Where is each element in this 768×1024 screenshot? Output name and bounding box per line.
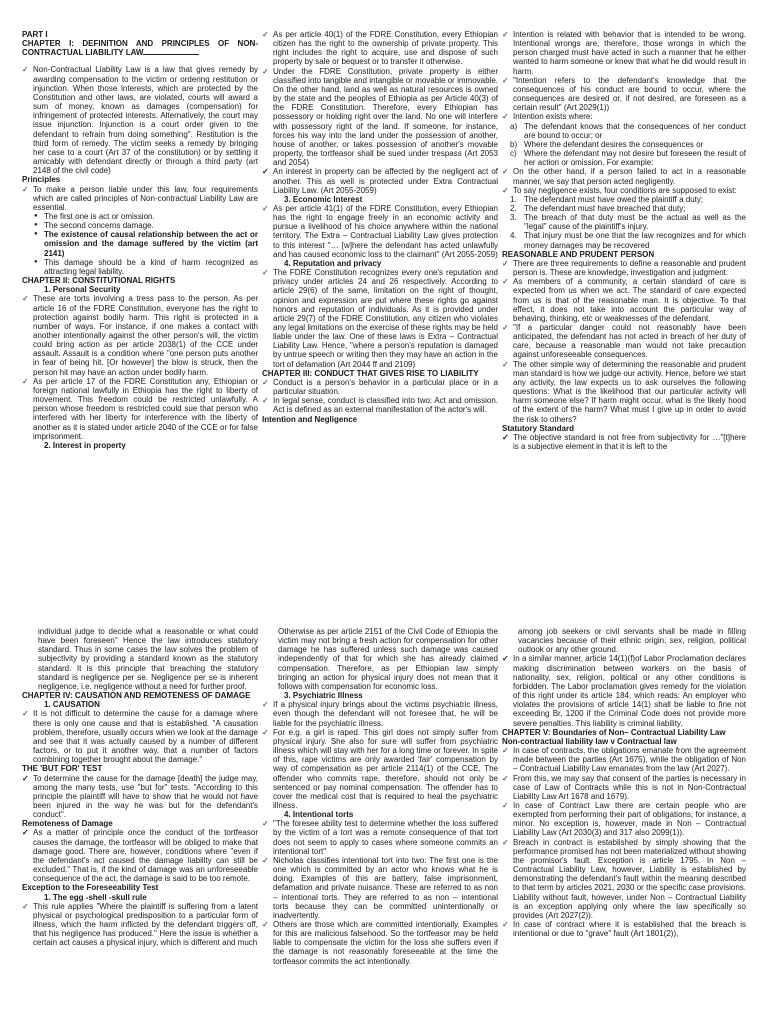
section-personal-security: 1. Personal Security — [44, 285, 121, 295]
paragraph-economic-activity: ✓ As per article 41(1) of the FDRE Constitution, every Ethiopian has the right to engage freely in an economic activity and pursue a livelihood of his choice anywhere within the national territory. The Extra – Contractual Liability Law gives protection to this interest "… [w]here the defendant has acted unlawfully and has caused economic loss to the claimant" (Art 2055-2059) — [262, 204, 498, 259]
paragraph-but-for: ✓ To determine the cause for the damage [death] the judge may, among the many tests, use "but for" tests. "According to this principle the plaintiff will have to show that he would not have been injured in the way he was but for the defendant's conduct". — [22, 774, 258, 820]
paragraph-contracts-obligations: ✓ In case of contracts, the obligations emanate from the agreement made between the parties (Art 1675), while the obligation of Non – Contractual Liability Law emanates from the law (Art 2027). — [502, 746, 746, 773]
paragraph-grave-fault: ✓ In case of contract where it is established that the breach is intentional or due to "grave" fault (Art 1801(2)), — [502, 920, 746, 938]
list-item-4: 4. That injury must be one that the law recognizes and for which money damages may be recovered — [510, 231, 746, 250]
column-4 — [22, 627, 258, 1024]
paragraph-foresee-ability: ✓ "The foresee ability test to determine whether the loss suffered by the victim of a tort was a remote consequence of that tort does not seem to apply to cases where someone commits an intentional tort" — [262, 819, 498, 856]
paragraph-ownership: ✓ As per article 40(1) of the FDRE Constitution, every Ethiopian citizen has the right to the ownership of private property. This right includes the right to acquire, use and dispose of such property by sale or bequest or to transfer it otherwise. — [262, 30, 498, 67]
paragraph-standard-care: ✓ As members of a community, a certain standard of care is expected from us when we act. The standard of care expected from us is that of the reasonable man. It is objective. To that effect, it does not take into account the particular way of behaving, thinking, etc or weaknesses of the defendant. — [502, 277, 746, 323]
section-intentional-torts: 4. Intentional torts — [284, 810, 354, 820]
paragraph-intention: ✓ Intention is related with behavior that is intended to be wrong. Intentional wrongs are, therefore, those wrongs in which the person charged must have acted in such a manner that he either wanted to harm someone or knew that what he did would result in harm. — [502, 30, 746, 76]
paragraph-conduct: ✓ Conduct is a person's behavior in a particular place or in a particular situation. — [262, 378, 498, 396]
paragraph-four-conditions: ✓ To say negligence exists, four conditions are supposed to exist: — [502, 186, 746, 195]
paragraph-remedy: ✓ Non-Contractual Liability Law is a law that gives remedy by awarding compensation to the victim or ordering restitution or injunction. When those interests, which are protected by the Constitution and other laws, are violated, courts will award a sum of money, known as damages (compensation) for infringement of protected interests. Alternatively, the court may issue injunction. Injunction is a court order given to the defendant to refrain from doing something". Restitution is the third form of remedy. The victim seeks a remedy by bringing her case to a court (Art 37 of the constitution) or by settling it amicably with defendant directly or through a third party (art 2148 of the civil code) — [22, 65, 258, 175]
list-item-b: b) Where the defendant desires the consequences or — [510, 139, 704, 149]
paragraph-minor-exception: ✓ In case of Contract Law there are certain people who are exempted from performing their part of obligations, for instance, a minor. No exception is, however, made in Non – Contractual Liability Law (Art 2030(3) and 317 also 2099(1)). — [502, 801, 746, 838]
paragraph-negligent-act: ✓ An interest in property can be affected by the negligent act of another. This as well is protected under Extra Contractual Liability Law. (Art 2055-2059) — [262, 167, 498, 194]
paragraph-bodily-harm: ✓ These are torts involving a tress pass to the person. As per article 16 of the FDRE Constitution, everyone has the right to protection against bodily harm. This right is protected in a number of ways. For instance, if one makes a contact with another intentionally against the other person's will, the victim could bring action as per article 2038(1) of the CCE under assault. Assault is a condition where "one person puts another in fear of being hit. [Or however] the blow is struck, then the person hit may have an action under bodily harm. — [22, 294, 258, 376]
chapter-3-heading: CHAPTER III: CONDUCT THAT GIVES RISE TO LIABILITY — [262, 368, 479, 378]
paragraph-intention-exists: ✓ Intention exists where: — [502, 112, 746, 121]
paragraph-judge: individual judge to decide what a reasonable or what could have been foreseen" Hence the law introduces statutory standard. Thus in some cases the law solves the problem of subjectivity by providing a standard known as the statutory standard. It is this principle that breaching the statutory standard is negligence per se. Negligence per se is inherent negligence, i.e. negligence without a need for further proof. — [38, 627, 258, 691]
paragraph-intention-quote: ✓ "Intention refers to the defendant's knowledge that the consequences of his conduct are bound to occur, where the consequences are desired or, if not desired, are foreseen as a certain result" (Art 2029(1)) — [502, 76, 746, 113]
paragraph-labor-proclamation: ✓ In a similar manner, article 14(1)(f)of Labor Proclamation declares making discrimination between workers on the basis of nationality, sex, religion, political or any other conditions is forbidden. The Labor proclamation gives remedy for the violation of this right under its article 184, which reads: An employer who violates the provisions of article 14(1) shall be liable to fine not exceeding Br, 1200 if the Criminal Code does not provide more severe penalties. This liability is criminal liability. — [502, 654, 746, 727]
list-item-2: 2. The defendant must have breached that duty; — [510, 203, 686, 213]
paragraph-egg-shell: ✓ This rule applies "Where the plaintiff is suffering from a latent physical or psychological predisposition to a particular form of illness, which the harm inflicted by the defendant triggers off, that his negligence has produced." Here the issue is whether a certain act causes a physical injury, which is different and much — [22, 902, 258, 948]
principles-heading: Principles — [22, 175, 61, 185]
column-5 — [262, 627, 498, 1024]
section-reputation-privacy: 4. Reputation and privacy — [284, 258, 382, 268]
bullet-damage: ● The second concerns damage. — [22, 221, 258, 230]
column-1 — [22, 30, 258, 562]
column-2 — [262, 30, 498, 562]
heading-remoteness: Remoteness of Damage — [22, 819, 113, 829]
list-item-1: 1. The defendant must have owed the plaintiff a duty; — [510, 194, 704, 204]
list-item-3: 3. The breach of that duty must be the actual as well as the "legal" cause of the plaintiff's injury. — [510, 213, 746, 232]
chapter-1-heading: CHAPTER I: DEFINITION AND PRINCIPLES OF NON-CONTRACTUAL LIABILITY LAW — [22, 39, 258, 58]
paragraph-causation: ✓ It is not difficult to determine the cause for a damage where there is only one cause and that is established. "A causation problem, therefore, usually occurs when we look at the damage and see that it was actually caused by a number of different factors, or to put it another way, that a number of factors combining together brought about the damage." — [22, 709, 258, 764]
paragraph-requirements: ✓ To make a person liable under this law, four requirements which are called principles of Non-contractual Liability Law are essential. — [22, 185, 258, 212]
heading-statutory-standard: Statutory Standard — [502, 423, 575, 433]
paragraph-fresh-action: Otherwise as per article 2151 of the Civil Code of Ethiopia the victim may not bring a fresh action for compensation for other damage he has suffered unless such damage was caused independently of that for which she has already claimed compensation. Therefore, as per Ethiopian law simply bringing an action for physical injury does not mean that it follows with compensation for economic loss. — [278, 627, 498, 691]
paragraph-malicious-falsehood: ✓ Others are those which are committed intentionally. Examples for this are malicious falsehood. So the tortfeasor may be held liable to compensate the victim for the loss she suffers even if the damage is not reasonably foreseeable at the time the tortfeasor commits the act intentionally. — [262, 920, 498, 966]
paragraph-reputation: ✓ The FDRE Constitution recognizes every one's reputation and privacy under articles 24 and 26 respectively. According to article 29(6) of the same, limitation on the right of thought, opinion and expression are put where these rights go against honors and reputation of individuals. As it is provided under article 29(7) of the FDRE Constitution, any citizen who violates any legal limitations on the exercise of these rights may be held liable under the law. One of these laws is Extra – Contractual Liability Law. Hence, "where a person's reputation is damaged by untrue speech or writing then they may have an action in the tort of defamation (Art 2044 ff and 2109) — [262, 268, 498, 369]
paragraph-objective-standard: ✓ The objective standard is not free from subjectivity for …"[t]here is a subjective element in that it is left to the — [502, 433, 746, 451]
heading-but-for: THE 'BUT FOR' TEST — [22, 764, 103, 774]
chapter-2-heading: CHAPTER II: CONSTITUTIONAL RIGHTS — [22, 276, 176, 286]
bullet-harm-recognized: ● This damage should be a kind of harm recognized as attracting legal liability. — [22, 258, 258, 276]
paragraph-danger: ✓ "If a particular danger could not reasonably have been anticipated, the defendant has not acted in breach of her duty of care, because a reasonable man would not take precaution against unforeseeable consequences. — [502, 323, 746, 360]
paragraph-remoteness: ✓ As a matter of principle once the conduct of the tortfeasor causes the damage, the tortfeasor will be obliged to make that damage good. There are, however, conditions where "even if the defendant's act caused the damage liability can still be excluded." That is, if the kind of damage was an unforeseeable consequence of the act, the damage is said to be too remote. — [22, 828, 258, 883]
section-economic-interest: 3. Economic Interest — [284, 194, 363, 204]
section-interest-property: 2. Interest in property — [44, 440, 126, 450]
heading-reasonable-person: REASONABLE AND PRUDENT PERSON — [502, 249, 655, 259]
paragraph-consent: ✓ From this, we may say that consent of the parties is necessary in case of Law of Contracts while this is not in Non-Contractual Liability Law Art 1678 and 1679). — [502, 774, 746, 801]
paragraph-nicholas: ✓ Nicholas classifies intentional tort into two: The first one is the one which is committed by an actor who knows what he is doing. Examples of this are battery, false imprisonment, defamation and private nuisance. These are referred to as non – intentional torts. They are referred to as non – intentional torts because they can be committed unintentionally or inadvertently. — [262, 856, 498, 920]
part-heading: PART I — [22, 30, 48, 39]
paragraph-simple-way: ✓ The other simple way of determining the reasonable and prudent man standard is how we judge our activity. Hence, before we start any activity, the law expects us to ask ourselves the following questions: What is the likelihood that our particular activity will harm someone else? If harm might occur, what is the likely hood of the extent of the harm? What must I give up in order to avoid the risk to others? — [502, 360, 746, 424]
paragraph-physical-injury: ✓ If a physical injury brings about the victims psychiatric illness, even though the defendant will not foresee that, he will be liable for the psychiatric illness. — [262, 700, 498, 727]
list-item-c: c) Where the defendant may not desire but foreseen the result of her action or omission. For example: — [510, 149, 746, 168]
section-egg-shell: 1. The egg -shell -skull rule — [44, 892, 147, 902]
list-item-a: a) The defendant knows that the consequences of her conduct are bound to occur; or — [510, 121, 746, 140]
section-psychiatric-illness: 3. Psychiatric Illness — [284, 691, 363, 701]
bullet-causal-relationship: ● The existence of causal relationship between the act or omission and the damage suffered by the victim (art 2141) — [22, 230, 258, 257]
heading-exception-foreseeability: Exception to the Foreseeability Test — [22, 883, 159, 893]
paragraph-job-seekers: among job seekers or civil servants shall be made in filling vacancies because of their ethnic origin, sex, religion, political outlook or any other ground. — [518, 627, 746, 655]
paragraph-three-requirements: ✓ There are three requirements to define a reasonable and prudent person is. These are knowledge, investigation and judgment. — [502, 259, 746, 277]
chapter-5-heading: CHAPTER V: Boundaries of Non– Contractual Liability Law — [502, 727, 726, 737]
paragraph-negligently: ✓ On the other hand, if a person failed to act in a reasonable manner, we say that person acted negligently. — [502, 167, 746, 185]
chapter-4-heading: CHAPTER IV: CAUSATION AND REMOTENESS OF DAMAGE — [22, 691, 251, 701]
paragraph-act-omission: ✓ In legal sense, conduct is classified into two: Act and omission. Act is defined as an external manifestation of the actor's will. — [262, 396, 498, 414]
column-3 — [502, 30, 746, 562]
paragraph-liberty: ✓ As per article 17 of the FDRE Constitution any, Ethiopian or foreign national lawfully in Ethiopia has the right to liberty of movement. This freedom could be restricted unlawfully. A person whose freedom is restricted could sue that person who interfered with her liberty for interference with the liberty of another as it is stated under article 2040 of the CCE or for false imprisonment. — [22, 377, 258, 441]
paragraph-private-property: ✓ Under the FDRE Constitution, private property is either classified into tangible and intangible or movable or immovable. On the other hand, land as well as natural resources is owned by the state and the peoples of Ethiopia as per Article 40(3) of the FDRE Constitution. Therefore, every Ethiopian has possessory or holding right over the land. No one will interfere with possessory right of the land. If someone, for instance, forces his way into the land under the possession of another, house of another, or takes possession of another's movable property, the tortfeasor shall be sued under trespass (Art 2053 and 2054) — [262, 67, 498, 168]
section-causation: 1. CAUSATION — [44, 700, 100, 710]
paragraph-rape-example: ✓ For e.g. a girl is raped. This girl does not simply suffer from physical injury. She also for sure will suffer from psychiatric illness which will stay with her for a long time or forever. In spite of this, rape victims are only awarded 'fair' compensation by way of compensation as per article 2114(1) of the CCE. The offender who commits rape, therefore, should not only be sentenced or pay nominal compensation. The offender has to cover the medical cost that is required to heal the psychiatric illness. — [262, 728, 498, 810]
heading-contractual-law: Non-contractual liability law v Contractual law — [502, 736, 677, 746]
bullet-act-omission: ● The first one is act or omission. — [22, 212, 258, 221]
paragraph-breach: ✓ Breach in contract is established by simply showing that the performance promised has not been materialized without showing the promisor's fault. Exception is article 1795. In Non – Contractual Liability Law, however, Liability is established by demonstrating the defendant's fault within the meaning described to that term by articles 2021, 2030 or the specific case provisions. Liability without fault, however, under Non – Contractual Liability is an exception applying only where the law specifically so provides (Art 2027(2)). — [502, 838, 746, 920]
heading-intention-negligence: Intention and Negligence — [262, 414, 358, 424]
column-6 — [502, 627, 746, 1024]
